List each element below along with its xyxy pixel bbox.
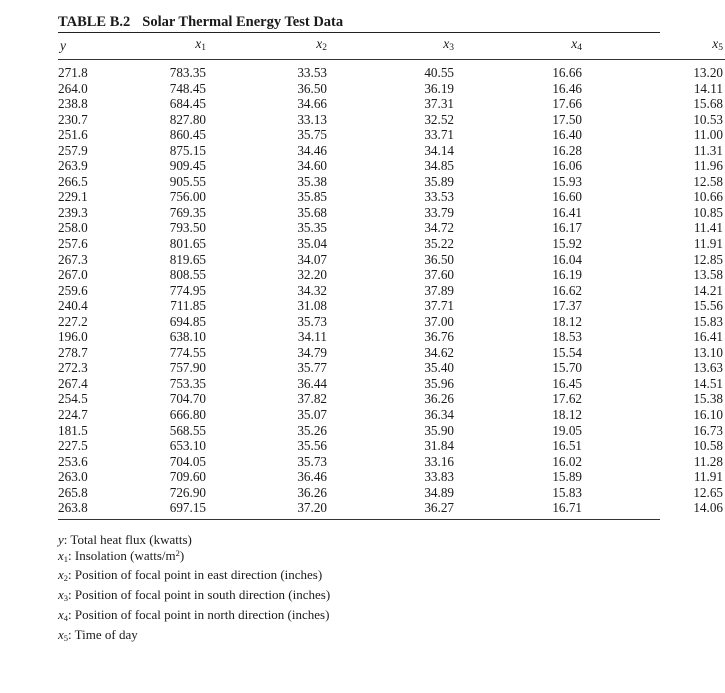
- footnote-text: : Position of focal point in south direction (inches): [68, 587, 331, 603]
- cell-x2: 31.08: [297, 298, 327, 314]
- cell-x1: 875.15: [169, 142, 206, 158]
- table-label: TABLE B.2: [58, 14, 131, 30]
- cell-x3: 35.90: [424, 422, 454, 438]
- table-row: [58, 220, 725, 236]
- cell-x3: 34.62: [424, 344, 454, 360]
- cell-x1: 905.55: [169, 173, 206, 189]
- cell-y: 263.9: [58, 158, 88, 174]
- column-header-y-base: y: [60, 38, 66, 53]
- cell-y: 267.4: [58, 375, 88, 391]
- footnote-text: : Position of focal point in east direction (inches): [68, 567, 323, 583]
- cell-x1: 909.45: [169, 158, 206, 174]
- footnote-text: : Insolation (watts/m: [68, 547, 176, 563]
- footnote-superscript: 2: [175, 547, 180, 558]
- cell-x2: 34.11: [297, 329, 327, 345]
- header-row: [58, 33, 725, 60]
- table-row: [58, 485, 725, 501]
- cell-x2: 35.73: [297, 313, 327, 329]
- cell-x3: 37.00: [424, 313, 454, 329]
- cell-x5: 10.85: [693, 204, 723, 220]
- cell-x2: 37.82: [297, 391, 327, 407]
- cell-x1: 860.45: [169, 127, 206, 143]
- footnote-text-end: ): [179, 547, 185, 563]
- table-row: [58, 283, 725, 299]
- footnote-line: [58, 627, 660, 647]
- table-row: [58, 252, 725, 268]
- cell-x5: 12.65: [693, 484, 723, 500]
- cell-x2: 33.53: [297, 65, 327, 80]
- cell-x3: 35.22: [424, 236, 454, 252]
- table-row: [58, 407, 725, 423]
- cell-x3: 37.31: [424, 96, 454, 112]
- cell-x3: 34.85: [424, 158, 454, 174]
- cell-x1: 774.95: [169, 282, 206, 298]
- cell-y: 272.3: [58, 360, 88, 376]
- footnote-line: [58, 607, 660, 627]
- column-header-x2-base: x: [316, 36, 323, 51]
- cell-x5: 16.10: [693, 407, 723, 423]
- cell-x1: 638.10: [169, 329, 206, 345]
- cell-x4: 16.46: [552, 80, 582, 96]
- cell-x1: 704.70: [169, 391, 206, 407]
- cell-y: 239.3: [58, 204, 88, 220]
- cell-x5: 15.83: [693, 313, 723, 329]
- cell-x3: 37.89: [424, 282, 454, 298]
- cell-x5: 11.96: [693, 158, 723, 174]
- footnote-variable: y: [58, 531, 64, 547]
- cell-y: 265.8: [58, 484, 88, 500]
- cell-x4: 18.12: [552, 407, 582, 423]
- footnote-text: : Position of focal point in north direction (inches): [68, 607, 330, 623]
- column-header-x2-sub: 2: [322, 43, 327, 53]
- table-header: [58, 33, 725, 65]
- cell-y: 257.9: [58, 142, 88, 158]
- column-header-x4-base: x: [571, 36, 578, 51]
- table-row: [58, 174, 725, 190]
- table-title: [58, 12, 660, 32]
- footnote-variable: x: [58, 626, 64, 642]
- table-row: [58, 127, 725, 143]
- table-row: [58, 360, 725, 376]
- cell-x2: 36.50: [297, 80, 327, 96]
- column-header-x5-sub: 5: [718, 43, 723, 53]
- cell-x1: 801.65: [169, 236, 206, 252]
- cell-x4: 15.89: [552, 469, 582, 485]
- cell-x2: 35.77: [297, 360, 327, 376]
- cell-y: 224.7: [58, 407, 88, 423]
- cell-x4: 16.19: [552, 267, 582, 283]
- cell-y: 264.0: [58, 80, 88, 96]
- cell-x2: 36.44: [297, 375, 327, 391]
- document-page: [58, 12, 723, 647]
- cell-x5: 11.31: [693, 142, 723, 158]
- column-header-x3: [347, 33, 474, 60]
- footnote-variable: x: [58, 547, 64, 563]
- cell-y: 258.0: [58, 220, 88, 236]
- cell-x2: 35.38: [297, 173, 327, 189]
- cell-y: 271.8: [58, 65, 88, 80]
- data-table: [58, 33, 725, 516]
- cell-y: 227.2: [58, 313, 88, 329]
- cell-x2: 33.13: [297, 111, 327, 127]
- cell-x3: 33.53: [424, 189, 454, 205]
- cell-x1: 769.35: [169, 204, 206, 220]
- cell-y: 257.6: [58, 236, 88, 252]
- column-header-x2: [218, 33, 347, 60]
- table-row: [58, 65, 725, 81]
- cell-x5: 14.51: [693, 375, 723, 391]
- cell-x1: 819.65: [169, 251, 206, 267]
- cell-x2: 35.26: [297, 422, 327, 438]
- cell-x3: 33.83: [424, 469, 454, 485]
- table-row: [58, 298, 725, 314]
- table-row: [58, 236, 725, 252]
- cell-x4: 16.06: [552, 158, 582, 174]
- cell-x3: 31.84: [424, 438, 454, 454]
- column-header-x1: [138, 33, 218, 60]
- footnote-variable-sub: 1: [63, 553, 69, 564]
- cell-x1: 748.45: [169, 80, 206, 96]
- cell-x3: 33.79: [424, 204, 454, 220]
- column-header-x3-sub: 3: [449, 43, 454, 53]
- cell-x2: 34.79: [297, 344, 327, 360]
- cell-x2: 36.26: [297, 484, 327, 500]
- cell-y: 229.1: [58, 189, 88, 205]
- cell-x4: 15.54: [552, 344, 582, 360]
- cell-x5: 13.10: [693, 344, 723, 360]
- cell-x5: 12.85: [693, 251, 723, 267]
- cell-x5: 13.63: [693, 360, 723, 376]
- table-row: [58, 143, 725, 159]
- cell-x1: 697.15: [169, 500, 206, 516]
- cell-y: 196.0: [58, 329, 88, 345]
- cell-x5: 13.58: [693, 267, 723, 283]
- cell-x4: 18.53: [552, 329, 582, 345]
- cell-x4: 16.40: [552, 127, 582, 143]
- cell-y: 227.5: [58, 438, 88, 454]
- table-row: [58, 81, 725, 97]
- cell-x2: 35.75: [297, 127, 327, 143]
- cell-x1: 684.45: [169, 96, 206, 112]
- cell-x5: 11.28: [693, 453, 723, 469]
- cell-y: 230.7: [58, 111, 88, 127]
- cell-x3: 35.89: [424, 173, 454, 189]
- cell-x2: 35.35: [297, 220, 327, 236]
- footnote-variable-sub: 2: [63, 573, 69, 584]
- cell-x2: 35.73: [297, 453, 327, 469]
- cell-x4: 17.50: [552, 111, 582, 127]
- cell-x5: 10.58: [693, 438, 723, 454]
- table-row: [58, 158, 725, 174]
- cell-x1: 653.10: [169, 438, 206, 454]
- footnote-variable-sub: 4: [63, 613, 69, 624]
- cell-y: 238.8: [58, 96, 88, 112]
- cell-x1: 726.90: [169, 484, 206, 500]
- cell-x3: 34.89: [424, 484, 454, 500]
- cell-x4: 19.05: [552, 422, 582, 438]
- cell-x3: 32.52: [424, 111, 454, 127]
- cell-x5: 11.91: [693, 236, 723, 252]
- cell-y: 266.5: [58, 173, 88, 189]
- footnote-variable: x: [58, 567, 64, 583]
- cell-x4: 15.70: [552, 360, 582, 376]
- table-title-text: Solar Thermal Energy Test Data: [142, 14, 344, 30]
- table-row: [58, 376, 725, 392]
- cell-x3: 35.96: [424, 375, 454, 391]
- column-header-x4-sub: 4: [577, 43, 582, 53]
- cell-x5: 14.21: [693, 282, 723, 298]
- cell-x5: 11.91: [693, 469, 723, 485]
- footnote-variable: x: [58, 587, 64, 603]
- cell-x3: 37.71: [424, 298, 454, 314]
- column-header-x4: [474, 33, 598, 60]
- cell-y: 259.6: [58, 282, 88, 298]
- footnote-variable-sub: 5: [63, 632, 69, 643]
- cell-x2: 35.07: [297, 407, 327, 423]
- column-header-y: [58, 33, 138, 60]
- cell-y: 278.7: [58, 344, 88, 360]
- column-header-x1-sub: 1: [201, 43, 206, 53]
- cell-x3: 40.55: [424, 65, 454, 80]
- cell-x3: 36.34: [424, 407, 454, 423]
- cell-x4: 16.66: [552, 65, 582, 80]
- cell-y: 254.5: [58, 391, 88, 407]
- table-row: [58, 423, 725, 439]
- cell-x1: 709.60: [169, 469, 206, 485]
- cell-x5: 16.73: [693, 422, 723, 438]
- cell-x2: 32.20: [297, 267, 327, 283]
- cell-y: 251.6: [58, 127, 88, 143]
- cell-x3: 33.71: [424, 127, 454, 143]
- footnote-line: [58, 532, 660, 548]
- cell-x5: 14.06: [693, 500, 723, 516]
- cell-x3: 34.14: [424, 142, 454, 158]
- cell-x2: 35.04: [297, 236, 327, 252]
- cell-x3: 36.26: [424, 391, 454, 407]
- table-row: [58, 454, 725, 470]
- cell-x5: 15.56: [693, 298, 723, 314]
- cell-x2: 35.85: [297, 189, 327, 205]
- cell-x4: 15.92: [552, 236, 582, 252]
- cell-x5: 11.41: [693, 220, 723, 236]
- bottom-rule: [58, 519, 660, 520]
- table-row: [58, 96, 725, 112]
- cell-x3: 35.40: [424, 360, 454, 376]
- cell-y: 263.8: [58, 500, 88, 516]
- cell-x2: 34.46: [297, 142, 327, 158]
- footnote-text: : Time of day: [68, 626, 138, 642]
- cell-x4: 16.04: [552, 251, 582, 267]
- cell-x5: 10.53: [693, 111, 723, 127]
- table-row: [58, 391, 725, 407]
- cell-y: 240.4: [58, 298, 88, 314]
- cell-x3: 36.19: [424, 80, 454, 96]
- footnote-line: [58, 567, 660, 587]
- column-header-x5-base: x: [712, 36, 719, 51]
- cell-x4: 16.17: [552, 220, 582, 236]
- cell-x3: 37.60: [424, 267, 454, 283]
- cell-x5: 15.38: [693, 391, 723, 407]
- cell-x5: 10.66: [693, 189, 723, 205]
- cell-x4: 16.02: [552, 453, 582, 469]
- table-row: [58, 205, 725, 221]
- cell-x3: 33.16: [424, 453, 454, 469]
- cell-x1: 756.00: [169, 189, 206, 205]
- cell-x3: 36.76: [424, 329, 454, 345]
- cell-x5: 15.68: [693, 96, 723, 112]
- cell-x4: 16.71: [552, 500, 582, 516]
- table-row: [58, 112, 725, 128]
- table-footnotes: [58, 532, 660, 647]
- cell-x5: 12.58: [693, 173, 723, 189]
- table-row: [58, 500, 725, 516]
- cell-x5: 14.11: [693, 80, 723, 96]
- cell-x1: 711.85: [170, 298, 206, 314]
- cell-x4: 16.45: [552, 375, 582, 391]
- table-row: [58, 329, 725, 345]
- cell-x4: 17.62: [552, 391, 582, 407]
- cell-x4: 16.28: [552, 142, 582, 158]
- cell-x1: 774.55: [169, 344, 206, 360]
- footnote-variable: x: [58, 607, 64, 623]
- cell-x4: 18.12: [552, 313, 582, 329]
- cell-x1: 827.80: [169, 111, 206, 127]
- cell-x4: 16.62: [552, 282, 582, 298]
- cell-x3: 34.72: [424, 220, 454, 236]
- cell-x1: 694.85: [169, 313, 206, 329]
- footnote-line: [58, 587, 660, 607]
- cell-x4: 17.37: [552, 298, 582, 314]
- table-row: [58, 469, 725, 485]
- cell-x4: 16.60: [552, 189, 582, 205]
- cell-x5: 11.00: [693, 127, 723, 143]
- footnote-line: [58, 548, 660, 568]
- table-row: [58, 345, 725, 361]
- footnote-variable-sub: 3: [63, 593, 69, 604]
- cell-x3: 36.50: [424, 251, 454, 267]
- cell-x1: 783.35: [169, 65, 206, 80]
- column-header-x3-base: x: [443, 36, 450, 51]
- cell-x2: 34.66: [297, 96, 327, 112]
- cell-x5: 16.41: [693, 329, 723, 345]
- cell-y: 181.5: [58, 422, 88, 438]
- cell-x4: 16.41: [552, 204, 582, 220]
- cell-x2: 36.46: [297, 469, 327, 485]
- cell-x2: 34.60: [297, 158, 327, 174]
- table-row: [58, 267, 725, 283]
- cell-x2: 37.20: [297, 500, 327, 516]
- cell-x2: 35.68: [297, 204, 327, 220]
- cell-x1: 568.55: [169, 422, 206, 438]
- cell-x1: 666.80: [169, 407, 206, 423]
- table-row: [58, 189, 725, 205]
- cell-x1: 793.50: [169, 220, 206, 236]
- table-row: [58, 314, 725, 330]
- cell-x4: 15.83: [552, 484, 582, 500]
- cell-x4: 16.51: [552, 438, 582, 454]
- cell-x4: 17.66: [552, 96, 582, 112]
- cell-x1: 704.05: [169, 453, 206, 469]
- cell-x2: 34.07: [297, 251, 327, 267]
- cell-y: 263.0: [58, 469, 88, 485]
- cell-x2: 34.32: [297, 282, 327, 298]
- column-header-x5: [598, 33, 725, 60]
- cell-y: 267.3: [58, 251, 88, 267]
- cell-x2: 35.56: [297, 438, 327, 454]
- table-body: [58, 65, 725, 516]
- cell-x3: 36.27: [424, 500, 454, 516]
- cell-x1: 757.90: [169, 360, 206, 376]
- cell-y: 253.6: [58, 453, 88, 469]
- cell-x1: 753.35: [169, 375, 206, 391]
- column-header-x1-base: x: [195, 36, 202, 51]
- cell-x4: 15.93: [552, 173, 582, 189]
- cell-x5: 13.20: [693, 65, 723, 80]
- table-row: [58, 438, 725, 454]
- footnote-text: : Total heat flux (kwatts): [63, 531, 192, 547]
- cell-x1: 808.55: [169, 267, 206, 283]
- cell-y: 267.0: [58, 267, 88, 283]
